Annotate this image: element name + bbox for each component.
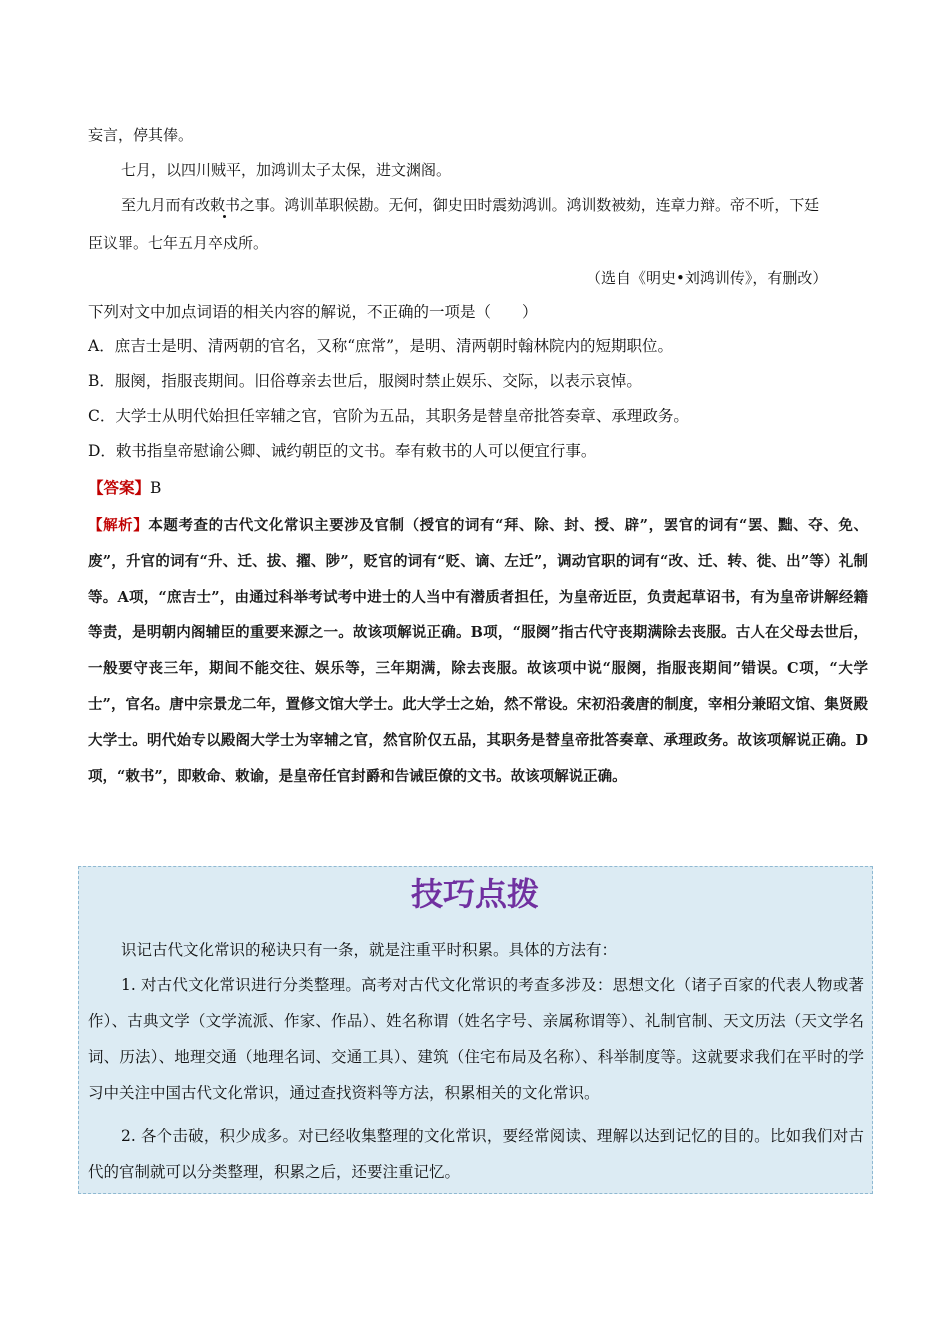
option-b: B．服阕，指服丧期间。旧俗尊亲去世后，服阕时禁止娱乐、交际，以表示哀悼。 [88,372,642,390]
passage-line: 臣议罪。七年五月卒戍所。 [88,234,269,252]
option-d: D．敕书指皇帝慰谕公卿、诫约朝臣的文书。奉有敕书的人可以便宜行事。 [88,442,597,460]
question-stem: 下列对文中加点词语的相关内容的解说，不正确的一项是（ ） [88,303,538,321]
passage-source: （选自《明史•刘鸿训传》，有删改） [586,269,828,287]
answer-label: 【答案】 [88,478,151,497]
option-c: C．大学士从明代始担任宰辅之官，官阶为五品，其职务是替皇帝批答奏章、承理政务。 [88,407,689,425]
passage-text: 之事。鸿训革职候勘。无何，御史田时震劾鸿训。鸿训数被劾，连章力辩。帝不听，下廷 [239,196,819,214]
analysis-label: 【解析】 [88,517,149,534]
passage-text: 至九月而有改 [121,196,211,214]
option-a: A．庶吉士是明、清两朝的官名，又称“庶常”，是明、清两朝时翰林院内的短期职位。 [88,337,674,355]
passage-line [121,188,866,223]
tips-point-1: 1. 对古代文化常识进行分类整理。高考对古代文化常识的考查多涉及：思想文化（诸子百家的代表人物或著作）、古典文学（文学流派、作家、作品）、姓名称谓（姓名字号、亲属称谓等）、礼制官制、天文历法（天文学名词、历法）、地理交通（地理名词、交通工具）、建筑（住宅布局及名称）、科举制度等。这就要求我们在平时的学习中关注中国古代文化常识，通过查找资料等方法，积累相关的文化常识。 [88,976,864,1102]
marked-term-chishu: 敕书 [210,196,240,214]
answer-value: B [150,479,162,497]
tips-title: 技巧点拨 [410,875,539,913]
tips-intro: 识记古代文化常识的秘诀只有一条，就是注重平时积累。具体的方法有： [121,941,618,959]
passage-line: 妄言，停其俸。 [88,126,194,144]
analysis-text: 本题考查的古代文化常识主要涉及官制（授官的词有“拜、除、封、授、辟”，罢官的词有“罢、黜、夺、免、废”，升官的词有“升、迁、拔、擢、陟”，贬官的词有“贬、谪、左迁”，调动官职的词有“改、迁、转、徙、出”等）礼制等。A项，“庶吉士”，由通过科举考试考中进士的人当中有潜质者担任，为皇帝近臣，负责起草诏书，有为皇帝讲解经籍等责，是明朝内阁辅臣的重要来源之一。故该项解说正确。B项，“服阕”指古代守丧期满除去丧服。古人在父母去世后，一般要守丧三年，期间不能交往、娱乐等，三年期满，除去丧服。故该项中说“服阕，指服丧期间”错误。C项，“大学士”，官名。唐中宗景龙二年，置修文馆大学士。此大学士之始，然不常设。宋初沿袭唐的制度，宰相分兼昭文馆、集贤殿大学士。明代始专以殿阁大学士为宰辅之官，然官阶仅五品，其职务是替皇帝批答奏章、承理政务。故该项解说正确。D项，“敕书”，即敕命、敕谕，是皇帝任官封爵和告诫臣僚的文书。故该项解说正确。 [88,517,868,785]
analysis-block [88,508,868,794]
tips-point-2: 2. 各个击破，积少成多。对已经收集整理的文化常识，要经常阅读、理解以达到记忆的目的。比如我们对古代的官制就可以分类整理，积累之后，还要注重记忆。 [88,1127,864,1181]
answer-line [88,470,161,506]
passage-line: 七月，以四川贼平，加鸿训太子太保，进文渊阁。 [121,161,452,179]
